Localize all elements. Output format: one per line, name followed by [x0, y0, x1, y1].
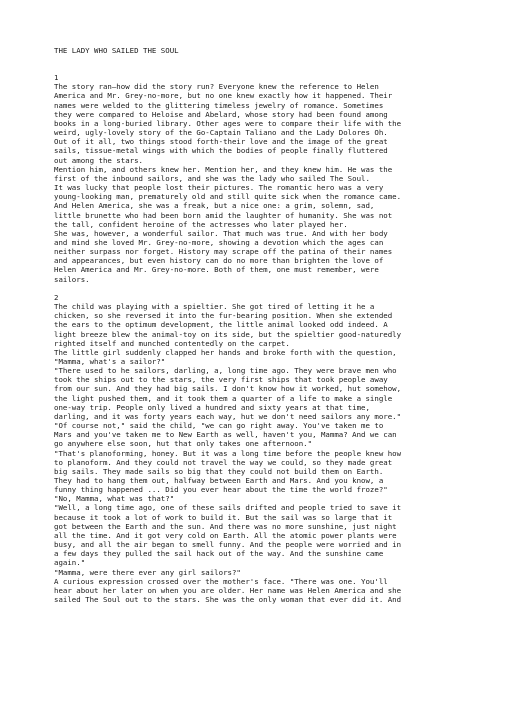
paragraph: "There used to he sailors, darling, a, long time ago. They were brave men who took the ships out to the stars, the very first ships that took people away from our sun. And they had big sails. I don't know how it worked, hut somehow, the light pushed them, and it took them a quarter of a life to make a single one-way trip. People only lived a hundred and sixty years at that time, darling, and it was forty years each way, hut we don't need sailors any more." — [54, 366, 402, 421]
paragraph: "Mamma, were there ever any girl sailors?" — [54, 567, 241, 577]
section-1 — [54, 73, 482, 284]
paragraph: "No, Mamma, what was that?" — [54, 494, 175, 504]
story-title: THE LADY WHO SAILED THE SOUL — [54, 46, 179, 55]
section-2 — [54, 293, 482, 604]
paragraph: "Of course not," said the child, "we can go right away. You've taken me to Mars and you've taken me to New Earth as well, haven't you, Mamma? And we can go anywhere else soon, hut that only takes one afternoon." — [54, 421, 397, 449]
paragraph: The child was playing with a spieltier. She got tired of letting it he a chicken, so she reversed it into the fur-bearing position. When she extended the ears to the optimum development, the little animal looked odd indeed. A light breeze blew the animal-toy on its side, but the spieltier good-naturedly righted itself and munched contentedly on the carpet. — [54, 302, 402, 348]
section-number: 1 — [54, 73, 59, 83]
paragraph: It was lucky that people lost their pictures. The romantic hero was a very young-looking man, prematurely old and still quite sick when the romance came. And Helen America, she was a freak, but a nice one: a grim, solemn, sad, little brunette who had been born amid the laughter of humanity. She was not the tall, confident heroine of the actresses who later played her. — [54, 183, 402, 229]
section-gap — [54, 284, 482, 293]
paragraph: She was, however, a wonderful sailor. That much was true. And with her body and mind she loved Mr. Grey-no-more, showing a devotion which the ages can neither surpass nor forget. History may scrape off the patina of their names and appearances, but even history can do no more than brighten the love of Helen America and Mr. Grey-no-more. Both of them, one must remember, were sailors. — [54, 228, 393, 284]
paragraph: The little girl suddenly clapped her hands and broke forth with the question, "Mamma, what's a sailor?" — [54, 347, 397, 366]
paragraph: The story ran—how did the story run? Everyone knew the reference to Helen America and Mr. Grey-no-more, but no one knew exactly how it happened. Their names were welded to the glittering timeless jewelry of romance. Sometimes they were compared to Heloise and Abelard, whose story had been found among books in a long-buried library. Other ages were to compare their life with the weird, ugly-lovely story of the Go-Captain Taliano and the Lady Dolores Oh. Out of it all, two things stood forth-their love and the image of the great sails, tissue-metal wings with which the bodies of people finally fluttered out among the stars. — [54, 82, 402, 165]
section-number: 2 — [54, 292, 59, 302]
paragraph: A curious expression crossed over the mother's face. "There was one. You'll hear about her later on when you are older. Her name was Helen America and she sailed The Soul out to the stars. She was the only woman that ever did it. And — [54, 576, 402, 605]
paragraph: Mention him, and others knew her. Mention her, and they knew him. He was the first of the inbound sailors, and she was the lady who sailed The Soul. — [54, 164, 393, 183]
paragraph: "Well, a long time ago, one of these sails drifted and people tried to save it because it took a lot of work to build it. But the sail was so large that it got between the Earth and the sun. And there was no more sunshine, just night all the time. And it got very cold on Earth. All the atomic power plants were busy, and all the air began to smell funny. And the people were worried and in a few days they pulled the sail hack out of the way. And the sunshine came again." — [54, 503, 402, 568]
paragraph: "That's planoforming, honey. But it was a long time before the people knew how to planoform. And they could not travel the way we could, so they made great big sails. They made sails so big that they could not build them on Earth. They had to hang them out, halfway between Earth and Mars. And you know, a funny thing happened ... Did you ever hear about the time the world froze?" — [54, 448, 402, 495]
